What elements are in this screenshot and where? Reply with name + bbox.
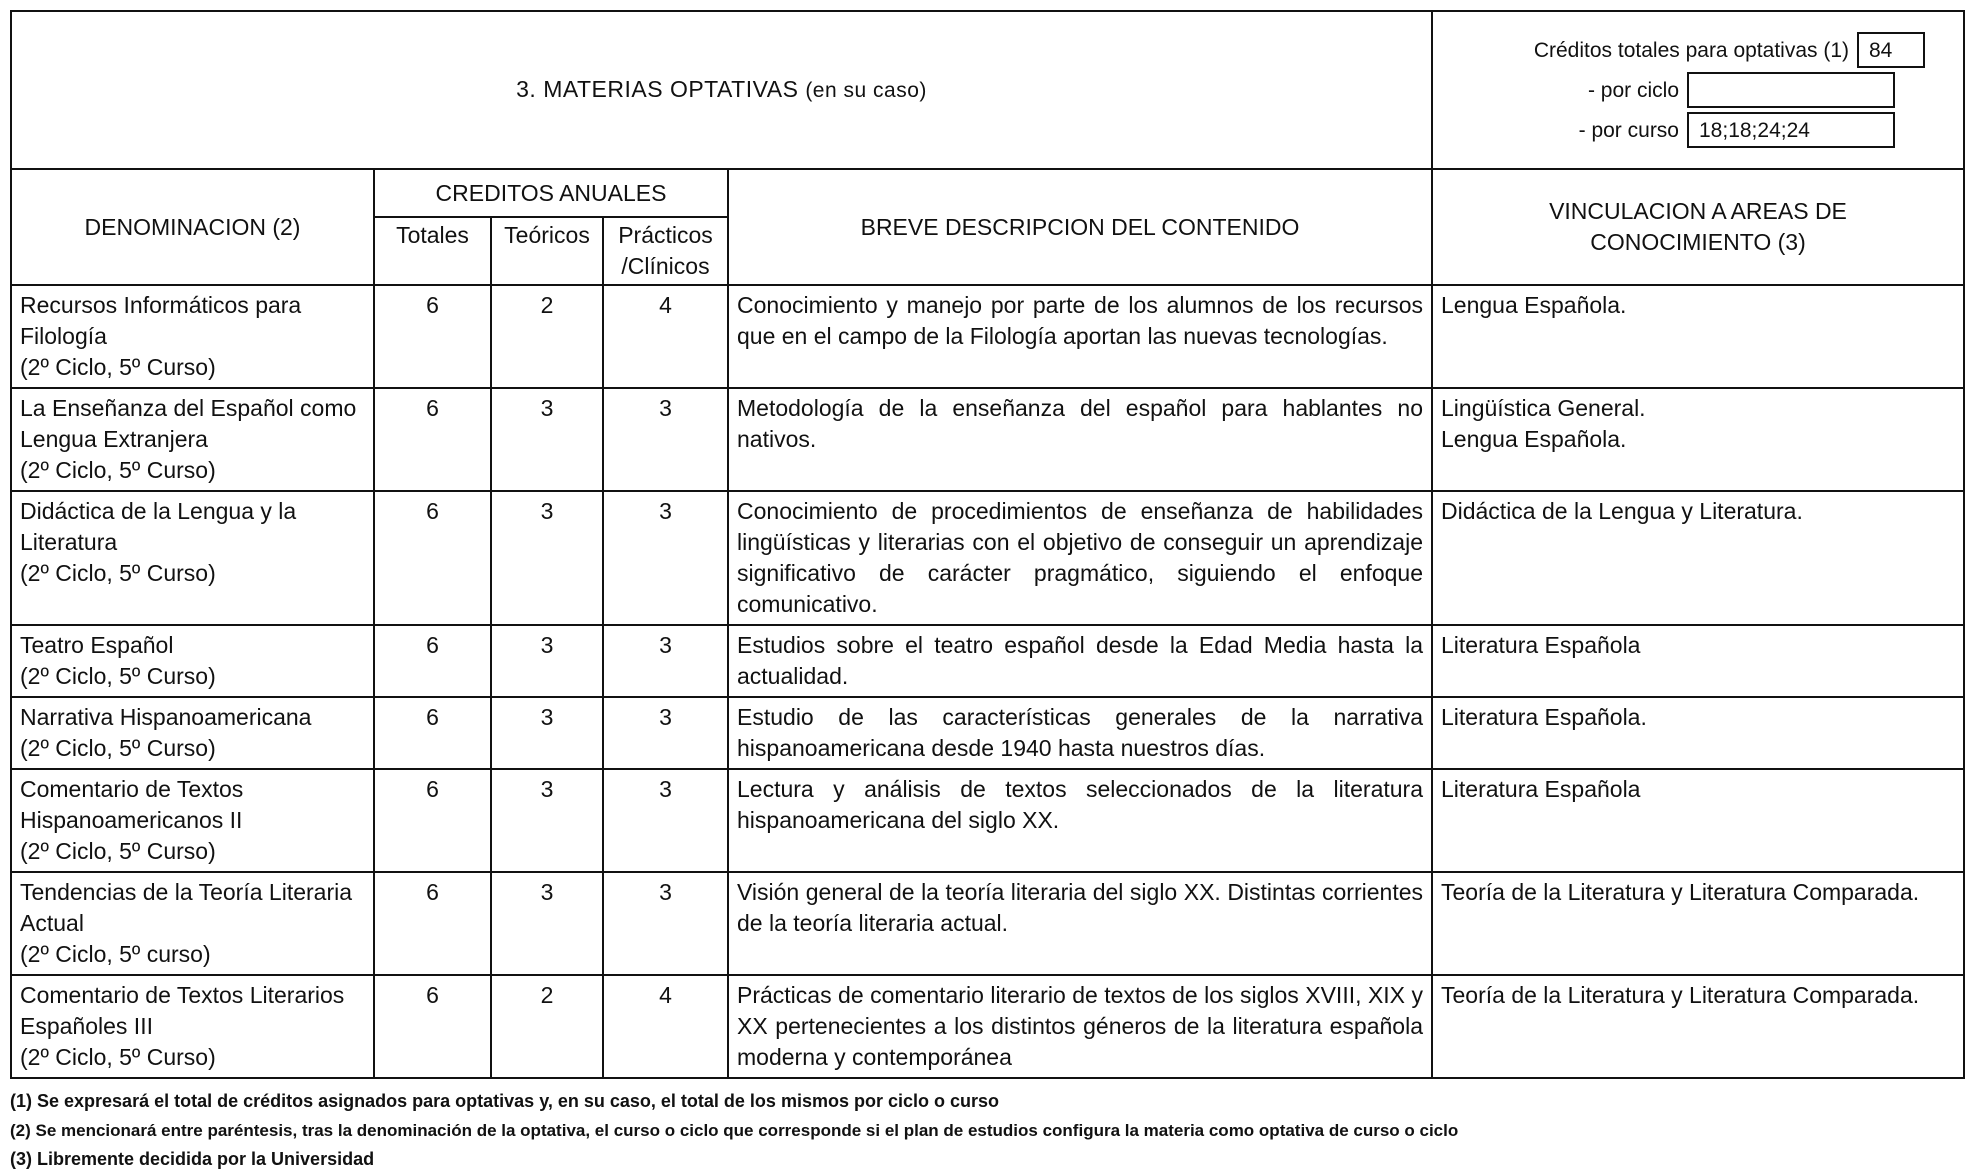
cell-totales: 6: [374, 625, 491, 697]
cell-totales: 6: [374, 769, 491, 872]
cell-teoricos: 3: [491, 388, 603, 491]
cell-teoricos: 3: [491, 491, 603, 625]
subject-name: Recursos Informáticos para Filología: [20, 292, 302, 349]
cell-teoricos: 2: [491, 285, 603, 388]
credits-summary: [1432, 11, 1964, 169]
footnote-1: (1) Se expresará el total de créditos asignados para optativas y, en su caso, el total de los mismos por ciclo o curso: [10, 1091, 999, 1111]
cell-practicos: 3: [603, 769, 728, 872]
document-page: [10, 10, 1963, 1174]
cell-denominacion: [11, 975, 374, 1078]
cell-denominacion: [11, 625, 374, 697]
subject-cycle: (2º Ciclo, 5º Curso): [20, 560, 216, 586]
table-row: [11, 872, 1964, 975]
subject-cycle: (2º Ciclo, 5º curso): [20, 941, 211, 967]
cell-vinculacion: Literatura Española: [1432, 625, 1964, 697]
subject-name: Comentario de Textos Literarios Españoles III: [20, 982, 345, 1039]
cell-totales: 6: [374, 697, 491, 769]
header-vinculacion-line2: CONOCIMIENTO (3): [1590, 229, 1806, 255]
cell-practicos: 3: [603, 388, 728, 491]
credits-total-value: 84: [1857, 32, 1925, 68]
header-denominacion: DENOMINACION (2): [11, 169, 374, 285]
column-header-row: [11, 169, 1964, 217]
section-title-main: 3. MATERIAS OPTATIVAS: [516, 76, 799, 102]
cell-practicos: 3: [603, 625, 728, 697]
subject-cycle: (2º Ciclo, 5º Curso): [20, 735, 216, 761]
table-row: [11, 285, 1964, 388]
cell-descripcion: Metodología de la enseñanza del español para hablantes no nativos.: [728, 388, 1432, 491]
credits-total-label: Créditos totales para optativas (1): [1533, 38, 1849, 62]
cell-practicos: 3: [603, 872, 728, 975]
cell-teoricos: 3: [491, 872, 603, 975]
header-practicos-line1: Prácticos: [618, 222, 713, 248]
cell-vinculacion: Literatura Española.: [1432, 697, 1964, 769]
por-curso-label: - por curso: [1578, 118, 1679, 142]
table-row: [11, 625, 1964, 697]
cell-teoricos: 3: [491, 697, 603, 769]
subject-cycle: (2º Ciclo, 5º Curso): [20, 838, 216, 864]
por-ciclo-value: [1687, 72, 1895, 108]
cell-denominacion: [11, 388, 374, 491]
header-totales: Totales: [374, 217, 491, 285]
header-creditos-anuales: CREDITOS ANUALES: [374, 169, 728, 217]
header-vinculacion: [1432, 169, 1964, 285]
subject-name: Didáctica de la Lengua y la Literatura: [20, 498, 297, 555]
cell-vinculacion: Literatura Española: [1432, 769, 1964, 872]
cell-descripcion: Visión general de la teoría literaria del siglo XX. Distintas corrientes de la teoría literaria actual.: [728, 872, 1432, 975]
table-row: [11, 697, 1964, 769]
subject-cycle: (2º Ciclo, 5º Curso): [20, 457, 216, 483]
footnote-2: (2) Se mencionará entre paréntesis, tras la denominación de la optativa, el curso o ciclo que corresponde si el plan de estudios configura la materia como optativa de curso o ciclo: [10, 1121, 1459, 1140]
cell-totales: 6: [374, 491, 491, 625]
cell-descripcion: Lectura y análisis de textos seleccionados de la literatura hispanoamericana del siglo XX.: [728, 769, 1432, 872]
subject-name: Narrativa Hispanoamericana: [20, 704, 312, 730]
cell-descripcion: Prácticas de comentario literario de textos de los siglos XVIII, XIX y XX pertenecientes a los distintos géneros de la literatura española moderna y contemporánea: [728, 975, 1432, 1078]
footnote-3: (3) Libremente decidida por la Universidad: [10, 1149, 375, 1169]
cell-vinculacion: Teoría de la Literatura y Literatura Comparada.: [1432, 872, 1964, 975]
footnotes: [10, 1087, 1963, 1174]
table-body: [11, 285, 1964, 1078]
cell-denominacion: [11, 697, 374, 769]
cell-descripcion: Estudios sobre el teatro español desde la Edad Media hasta la actualidad.: [728, 625, 1432, 697]
subject-cycle: (2º Ciclo, 5º Curso): [20, 354, 216, 380]
optativas-table: [10, 10, 1965, 1079]
cell-denominacion: [11, 769, 374, 872]
cell-vinculacion: Didáctica de la Lengua y Literatura.: [1432, 491, 1964, 625]
header-descripcion: BREVE DESCRIPCION DEL CONTENIDO: [728, 169, 1432, 285]
cell-denominacion: [11, 285, 374, 388]
por-ciclo-label: - por ciclo: [1587, 78, 1679, 102]
cell-vinculacion: Lengua Española.: [1432, 285, 1964, 388]
subject-name: Comentario de Textos Hispanoamericanos II: [20, 776, 244, 833]
cell-practicos: 4: [603, 285, 728, 388]
cell-descripcion: Conocimiento y manejo por parte de los alumnos de los recursos que en el campo de la Filología aportan las nuevas tecnologías.: [728, 285, 1432, 388]
header-practicos: [603, 217, 728, 285]
table-row: [11, 491, 1964, 625]
section-title-paren: (en su caso): [805, 79, 927, 102]
subject-name: La Enseñanza del Español como Lengua Extranjera: [20, 395, 357, 452]
subject-cycle: (2º Ciclo, 5º Curso): [20, 1044, 216, 1070]
subject-cycle: (2º Ciclo, 5º Curso): [20, 663, 216, 689]
cell-teoricos: 2: [491, 975, 603, 1078]
cell-descripcion: Conocimiento de procedimientos de enseñanza de habilidades lingüísticas y literarias con el objetivo de conseguir un aprendizaje significativo de carácter pragmático, siguiendo el enfoque comunicativo.: [728, 491, 1432, 625]
header-teoricos: Teóricos: [491, 217, 603, 285]
cell-denominacion: [11, 491, 374, 625]
header-vinculacion-line1: VINCULACION A AREAS DE: [1549, 198, 1847, 224]
cell-denominacion: [11, 872, 374, 975]
cell-practicos: 4: [603, 975, 728, 1078]
table-row: [11, 975, 1964, 1078]
header-practicos-line2: /Clínicos: [621, 253, 710, 279]
cell-totales: 6: [374, 388, 491, 491]
table-row: [11, 769, 1964, 872]
cell-practicos: 3: [603, 491, 728, 625]
subject-name: Tendencias de la Teoría Literaria Actual: [20, 879, 353, 936]
cell-vinculacion: Lingüística General. Lengua Española.: [1432, 388, 1964, 491]
cell-practicos: 3: [603, 697, 728, 769]
por-curso-value: 18;18;24;24: [1687, 112, 1895, 148]
cell-vinculacion: Teoría de la Literatura y Literatura Comparada.: [1432, 975, 1964, 1078]
cell-descripcion: Estudio de las características generales de la narrativa hispanoamericana desde 1940 hasta nuestros días.: [728, 697, 1432, 769]
table-row: [11, 388, 1964, 491]
cell-teoricos: 3: [491, 625, 603, 697]
cell-totales: 6: [374, 285, 491, 388]
section-title: [11, 11, 1432, 169]
subject-name: Teatro Español: [20, 632, 174, 658]
title-row: [11, 11, 1964, 169]
cell-teoricos: 3: [491, 769, 603, 872]
cell-totales: 6: [374, 975, 491, 1078]
cell-totales: 6: [374, 872, 491, 975]
